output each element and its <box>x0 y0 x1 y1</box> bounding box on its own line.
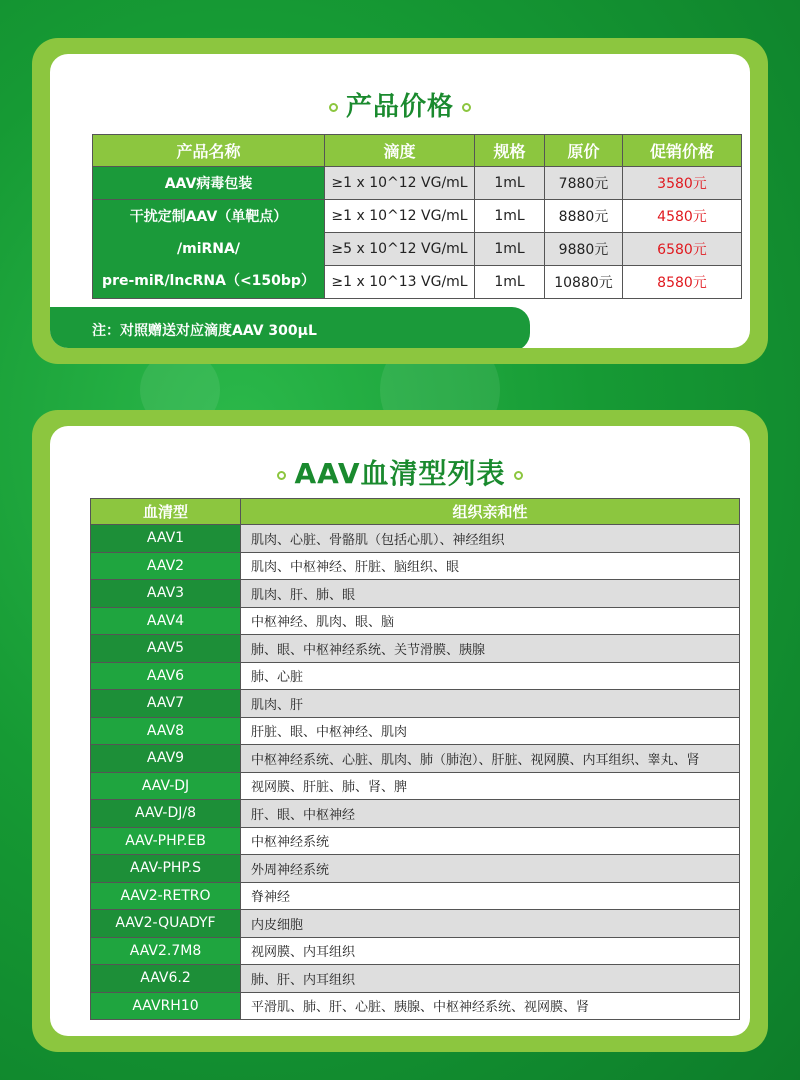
product-name-line: pre-miR/lncRNA（<150bp） <box>102 273 315 289</box>
serotype-cell: AAV7 <box>91 690 241 718</box>
serotype-cell: AAV2 <box>91 552 241 580</box>
serotype-cell: AAV2-QUADYF <box>91 910 241 938</box>
price-section-title <box>50 86 750 123</box>
title-dot-icon <box>514 471 523 480</box>
header-serotype: 血清型 <box>91 499 241 525</box>
tissue-affinity-cell: 内皮细胞 <box>241 910 740 938</box>
price-row <box>93 167 742 200</box>
serotype-cell: AAV5 <box>91 635 241 663</box>
product-name-line: 干扰定制AAV（单靶点） <box>129 209 288 225</box>
header-promo-price: 促销价格 <box>623 135 742 167</box>
serotype-row <box>91 827 740 855</box>
tissue-affinity-cell: 肌肉、肝 <box>241 690 740 718</box>
tissue-affinity-cell: 中枢神经、肌肉、眼、脑 <box>241 607 740 635</box>
serotype-row <box>91 800 740 828</box>
tissue-affinity-cell: 平滑肌、肺、肝、心脏、胰腺、中枢神经系统、视网膜、肾 <box>241 992 740 1020</box>
serotype-row <box>91 992 740 1020</box>
tissue-affinity-cell: 肺、心脏 <box>241 662 740 690</box>
original-price-cell: 10880元 <box>545 266 623 299</box>
tissue-affinity-cell: 肝、眼、中枢神经 <box>241 800 740 828</box>
serotype-cell: AAV9 <box>91 745 241 773</box>
header-product-name: 产品名称 <box>93 135 325 167</box>
serotype-table-header <box>91 499 740 525</box>
price-note: 注：对照赠送对应滴度AAV 300μL <box>50 307 530 348</box>
serotype-row <box>91 882 740 910</box>
tissue-affinity-cell: 中枢神经系统 <box>241 827 740 855</box>
serotype-panel <box>32 410 768 1052</box>
serotype-panel-inner <box>50 426 750 1036</box>
serotype-cell: AAV-PHP.S <box>91 855 241 883</box>
serotype-row <box>91 580 740 608</box>
serotype-row <box>91 525 740 553</box>
titer-cell: ≥1 x 10^12 VG/mL <box>325 200 475 233</box>
tissue-affinity-cell: 脊神经 <box>241 882 740 910</box>
tissue-affinity-cell: 视网膜、内耳组织 <box>241 937 740 965</box>
serotype-cell: AAV1 <box>91 525 241 553</box>
tissue-affinity-cell: 肌肉、心脏、骨骼肌（包括心肌）、神经组织 <box>241 525 740 553</box>
tissue-affinity-cell: 肝脏、眼、中枢神经、肌肉 <box>241 717 740 745</box>
serotype-table-body <box>91 525 740 1020</box>
serotype-row <box>91 552 740 580</box>
tissue-affinity-cell: 肌肉、中枢神经、肝脏、脑组织、眼 <box>241 552 740 580</box>
serotype-cell: AAV4 <box>91 607 241 635</box>
serotype-row <box>91 635 740 663</box>
serotype-cell: AAV6.2 <box>91 965 241 993</box>
tissue-affinity-cell: 中枢神经系统、心脏、肌肉、肺（肺泡）、肝脏、视网膜、内耳组织、睾丸、肾 <box>241 745 740 773</box>
price-row <box>93 200 742 233</box>
product-name-aav-package: AAV病毒包装 <box>93 167 325 200</box>
title-dot-icon <box>329 103 338 112</box>
serotype-cell: AAV6 <box>91 662 241 690</box>
spec-cell: 1mL <box>475 266 545 299</box>
header-titer: 滴度 <box>325 135 475 167</box>
header-spec: 规格 <box>475 135 545 167</box>
serotype-row <box>91 607 740 635</box>
serotype-title-text: AAV血清型列表 <box>294 457 506 490</box>
product-name-interference-aav <box>93 200 325 299</box>
serotype-section-title <box>50 452 750 492</box>
original-price-cell: 9880元 <box>545 233 623 266</box>
header-original-price: 原价 <box>545 135 623 167</box>
original-price-cell: 7880元 <box>545 167 623 200</box>
tissue-affinity-cell: 外周神经系统 <box>241 855 740 883</box>
serotype-row <box>91 910 740 938</box>
promo-price-cell: 8580元 <box>623 266 742 299</box>
serotype-row <box>91 855 740 883</box>
spec-cell: 1mL <box>475 200 545 233</box>
price-title-text: 产品价格 <box>345 92 454 122</box>
promo-price-cell: 4580元 <box>623 200 742 233</box>
price-table-header <box>93 135 742 167</box>
serotype-cell: AAV-DJ <box>91 772 241 800</box>
serotype-cell: AAVRH10 <box>91 992 241 1020</box>
price-panel-inner <box>50 54 750 348</box>
spec-cell: 1mL <box>475 233 545 266</box>
serotype-row <box>91 717 740 745</box>
serotype-cell: AAV3 <box>91 580 241 608</box>
title-dot-icon <box>277 471 286 480</box>
serotype-cell: AAV2-RETRO <box>91 882 241 910</box>
price-table <box>92 134 742 299</box>
serotype-row <box>91 772 740 800</box>
serotype-cell: AAV-DJ/8 <box>91 800 241 828</box>
promo-price-cell: 6580元 <box>623 233 742 266</box>
tissue-affinity-cell: 视网膜、肝脏、肺、肾、脾 <box>241 772 740 800</box>
serotype-cell: AAV8 <box>91 717 241 745</box>
serotype-row <box>91 965 740 993</box>
tissue-affinity-cell: 肺、肝、内耳组织 <box>241 965 740 993</box>
product-name-line: /miRNA/ <box>177 241 240 257</box>
titer-cell: ≥1 x 10^13 VG/mL <box>325 266 475 299</box>
serotype-cell: AAV-PHP.EB <box>91 827 241 855</box>
spec-cell: 1mL <box>475 167 545 200</box>
promo-price-cell: 3580元 <box>623 167 742 200</box>
serotype-table <box>90 498 740 1020</box>
original-price-cell: 8880元 <box>545 200 623 233</box>
tissue-affinity-cell: 肌肉、肝、肺、眼 <box>241 580 740 608</box>
header-tissue-affinity: 组织亲和性 <box>241 499 740 525</box>
tissue-affinity-cell: 肺、眼、中枢神经系统、关节滑膜、胰腺 <box>241 635 740 663</box>
titer-cell: ≥1 x 10^12 VG/mL <box>325 167 475 200</box>
serotype-row <box>91 937 740 965</box>
title-dot-icon <box>462 103 471 112</box>
serotype-cell: AAV2.7M8 <box>91 937 241 965</box>
serotype-row <box>91 690 740 718</box>
price-panel <box>32 38 768 364</box>
serotype-row <box>91 745 740 773</box>
serotype-row <box>91 662 740 690</box>
titer-cell: ≥5 x 10^12 VG/mL <box>325 233 475 266</box>
